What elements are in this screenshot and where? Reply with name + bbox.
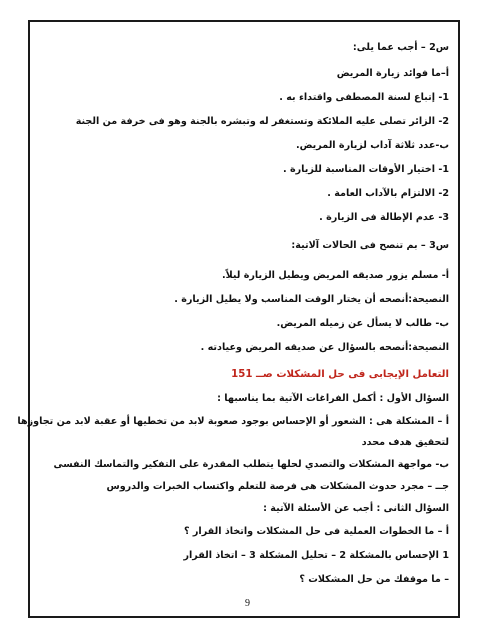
text-line-q3-title: س3 – بم تنصح فى الحالات آلاتية: bbox=[291, 240, 449, 251]
text-line-q2-b1: 1- اختيار الأوقات المناسبة للزيارة . bbox=[283, 164, 449, 175]
text-line-s2-b: – ما موقفك من حل المشكلات ؟ bbox=[299, 574, 449, 585]
text-line-s2-a-ans: 1 الإحساس بالمشكلة 2 – تحليل المشكلة 3 – اتخاذ القرار bbox=[183, 550, 449, 561]
text-line-s1-b: ب- مواجهة المشكلات والتصدي لحلها يتطلب المقدرة على التفكير والتماسك النفسى bbox=[53, 459, 449, 470]
text-line-s1-a-cont: لتحقيق هدف محدد bbox=[361, 437, 449, 448]
text-line-q2-a: أ–ما فوائد زيارة المريض bbox=[336, 68, 449, 79]
text-line-q2-a1: 1- إتباع لسنة المصطفى واقتداء به . bbox=[279, 92, 449, 103]
text-line-q2-title: س2 – أجب عما يلى: bbox=[352, 42, 449, 53]
text-line-q2-b: ب-عدد ثلاثة آداب لزيارة المريض. bbox=[295, 140, 449, 151]
text-line-q3-b-ans: النصيحة:أنصحه بالسؤال عن صديقه المريض وعيادته . bbox=[200, 342, 449, 353]
text-line-s2-title: السؤال الثانى : أجب عن الأسئلة الآتية : bbox=[263, 503, 449, 514]
text-line-lesson-title: التعامل الإيجابى فى حل المشكلات صــ 151 bbox=[231, 369, 449, 380]
text-line-s1-c: جــ – مجرد حدوث المشكلات هى فرصة للتعلم واكتساب الخبرات والدروس bbox=[106, 481, 449, 492]
text-line-s2-a: أ – ما الخطوات العملية فى حل المشكلات واتخاذ القرار ؟ bbox=[184, 526, 449, 537]
text-line-q3-a-ans: النصيحة:أنصحه أن يختار الوقت المناسب ولا يطيل الزيارة . bbox=[174, 294, 449, 305]
text-line-q3-b: ب- طالب لا يسأل عن زميله المريض. bbox=[276, 318, 449, 329]
page-number: 9 bbox=[245, 598, 250, 609]
text-line-q2-b2: 2- الالتزام بالآداب العامة . bbox=[327, 188, 449, 199]
text-line-s1-a: أ – المشكلة هى : الشعور أو الإحساس بوجود صعوبة لابد من تخطيها أو عقبة لابد من تجاوزها bbox=[17, 416, 449, 427]
text-line-q2-a2: 2- الزائر تصلى عليه الملائكة وتستغفر له وتبشره بالجنة وهو فى خرفة من الجنة bbox=[75, 116, 449, 127]
text-line-q3-a: أ- مسلم يزور صديقه المريض ويطيل الزيارة ليلاً. bbox=[221, 270, 449, 281]
text-line-q2-b3: 3- عدم الإطالة فى الزيارة . bbox=[319, 212, 449, 223]
text-line-s1-title: السؤال الأول : أكمل الفراغات الآتية بما يناسبها : bbox=[217, 393, 449, 404]
